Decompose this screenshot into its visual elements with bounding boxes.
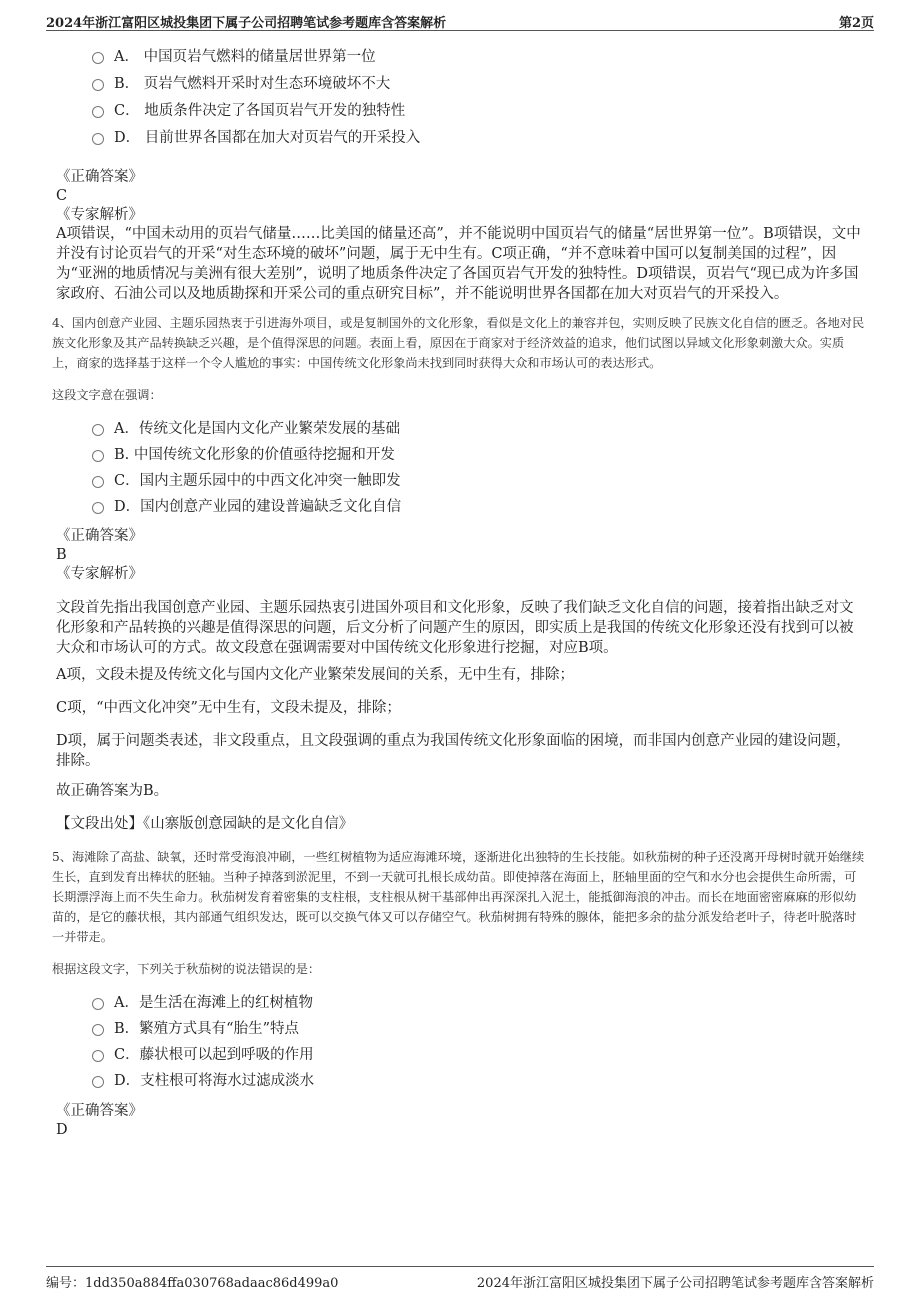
q3-analysis: A项错误，“中国未动用的页岩气储量……比美国的储量还高”，并不能说明中国页岩气的储量“居世界第一位”。B项错误，文中并没有讨论页岩气的开采“对生态环境的破坏”问题，属于无中生有。C项正确，“并不意味着中国可以复制美国的过程”，因为“亚洲的地质情况与美洲有很大差别”，说明了地质条件决定了各国页岩气开发的独特性。D项错误，页岩气“现已成为许多国家政府、石油公司以及地质勘探和开采公司的重点研究目标”，并不能说明世界各国都在加大对页岩气的开采投入。 — [56, 226, 861, 302]
q3-answer: C — [56, 188, 68, 204]
page-footer — [46, 1266, 874, 1291]
q5-answer: D — [56, 1122, 68, 1138]
q4-source: 【文段出处】《山寨版创意园缺的是文化自信》 — [56, 816, 354, 832]
q4-conclusion: 故正确答案为B。 — [56, 783, 169, 799]
q4-stem: 4、国内创意产业园、主题乐园热衷于引进海外项目，或是复制国外的文化形象，看似是文化上的兼容并包，实则反映了民族文化自信的匮乏。各地对民族文化形象及其产品转换缺乏兴趣，是个值得深思的问题。表面上看，原因在于商家对于经济效益的追求，他们试图以异域文化形象刺激大众。实质上，商家的选择基于这样一个令人尴尬的事实：中国传统文化形象尚未找到同时获得大众和市场认可的表达形式。 — [52, 316, 865, 370]
radio-icon[interactable] — [92, 52, 104, 64]
q5-option-d[interactable]: D．支柱根可将海水过滤成淡水 — [92, 1069, 314, 1091]
doc-code: 编号：1dd350a884ffa030768adaac86d499a0 — [46, 1276, 339, 1291]
radio-icon[interactable] — [92, 1076, 104, 1088]
radio-icon[interactable] — [92, 1024, 104, 1036]
header-title: 2024年浙江富阳区城投集团下属子公司招聘笔试参考题库含答案解析 — [46, 16, 447, 31]
q3-answer-label: 《正确答案》 — [56, 169, 143, 185]
radio-icon[interactable] — [92, 476, 104, 488]
radio-icon[interactable] — [92, 450, 104, 462]
q5-answer-label: 《正确答案》 — [56, 1103, 143, 1119]
radio-icon[interactable] — [92, 106, 104, 118]
q4-note-c: C项，“中西文化冲突”无中生有，文段未提及，排除； — [56, 700, 401, 716]
q4-answer: B — [56, 547, 67, 563]
page-header — [46, 8, 874, 31]
radio-icon[interactable] — [92, 79, 104, 91]
q3-option-b[interactable]: B． 页岩气燃料开采时对生态环境破坏不大 — [92, 72, 390, 94]
q4-option-a[interactable]: A．传统文化是国内文化产业繁荣发展的基础 — [92, 417, 400, 439]
q3-option-c[interactable]: C． 地质条件决定了各国页岩气开发的独特性 — [92, 99, 405, 121]
radio-icon[interactable] — [92, 502, 104, 514]
q5-option-a[interactable]: A．是生活在海滩上的红树植物 — [92, 991, 313, 1013]
page-number: 第2页 — [838, 16, 874, 31]
q5-option-b[interactable]: B．繁殖方式具有“胎生”特点 — [92, 1017, 299, 1039]
radio-icon[interactable] — [92, 1050, 104, 1062]
q3-option-d[interactable]: D． 目前世界各国都在加大对页岩气的开采投入 — [92, 126, 420, 148]
q5-stem: 5、海滩除了高盐、缺氧，还时常受海浪冲刷，一些红树植物为适应海滩环境，逐渐进化出独特的生长技能。如秋茄树的种子还没离开母树时就开始继续生长，直到发育出棒状的胚轴。当种子掉落到淤泥里，不到一天就可扎根长成幼苗。即使掉落在海面上，胚轴里面的空气和水分也会提供生命所需，可长期漂浮海上而不失生命力。秋茄树发育着密集的支柱根，支柱根从树干基部伸出再深深扎入泥土，能抵御海浪的冲击。而长在地面密密麻麻的形似幼苗的，是它的藤状根，其内部通气组织发达，既可以交换气体又可以存储空气。秋茄树拥有特殊的腺体，能把多余的盐分派发给老叶子，待老叶脱落时一并带走。 — [52, 850, 865, 944]
q4-answer-label: 《正确答案》 — [56, 528, 143, 544]
q4-note-a: A项，文段未提及传统文化与国内文化产业繁荣发展间的关系，无中生有，排除； — [56, 667, 574, 683]
q4-option-c[interactable]: C．国内主题乐园中的中西文化冲突一触即发 — [92, 469, 401, 491]
q5-question: 根据这段文字，下列关于秋茄树的说法错误的是： — [52, 962, 321, 976]
q5-option-c[interactable]: C．藤状根可以起到呼吸的作用 — [92, 1043, 314, 1065]
q3-analysis-label: 《专家解析》 — [56, 207, 143, 223]
q3-option-a[interactable]: A． 中国页岩气燃料的储量居世界第一位 — [92, 45, 376, 67]
q4-analysis: 文段首先指出我国创意产业园、主题乐园热衷引进国外项目和文化形象，反映了我们缺乏文化自信的问题，接着指出缺乏对文化形象和产品转换的兴趣是值得深思的问题，后文分析了问题产生的原因，即实质上是我国的传统文化形象还没有找到可以被大众和市场认可的方式。故文段意在强调需要对中国传统文化形象进行挖掘，对应B项。 — [56, 600, 854, 656]
q4-analysis-label: 《专家解析》 — [56, 566, 143, 582]
q4-question: 这段文字意在强调： — [52, 388, 162, 402]
q4-option-b[interactable]: B. 中国传统文化形象的价值亟待挖掘和开发 — [92, 443, 395, 465]
footer-title: 2024年浙江富阳区城投集团下属子公司招聘笔试参考题库含答案解析 — [476, 1276, 874, 1291]
radio-icon[interactable] — [92, 424, 104, 436]
radio-icon[interactable] — [92, 133, 104, 145]
q4-option-d[interactable]: D．国内创意产业园的建设普遍缺乏文化自信 — [92, 495, 401, 517]
radio-icon[interactable] — [92, 998, 104, 1010]
q4-note-d: D项，属于问题类表述，非文段重点，且文段强调的重点为我国传统文化形象面临的困境，而非国内创意产业园的建设问题，排除。 — [56, 733, 851, 769]
